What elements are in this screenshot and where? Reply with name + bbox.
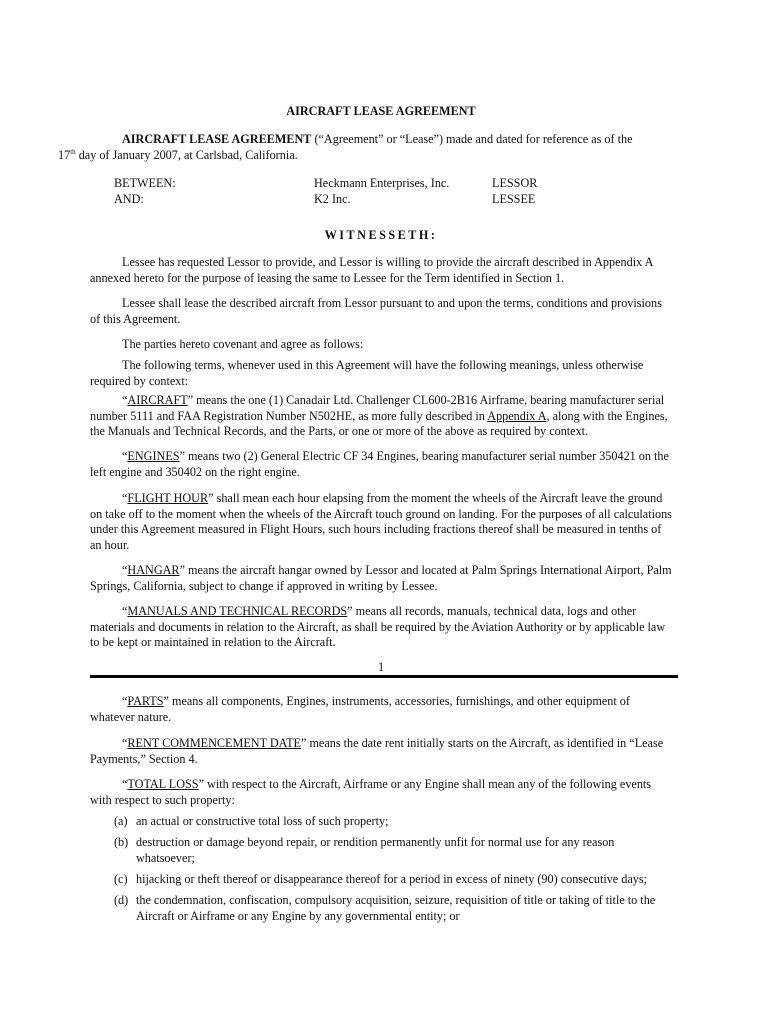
party-label: AND: <box>114 191 144 206</box>
intro-text-2: day of January 2007, at Carlsbad, California. <box>75 147 298 162</box>
document-title: AIRCRAFT LEASE AGREEMENT <box>286 104 476 118</box>
definition-text: ” means the date rent initially starts on the Aircraft, as identified in “Lease Payments,” Section 4. <box>90 736 664 766</box>
quote-mark: “ <box>122 604 128 618</box>
list-item-label: (b) <box>114 835 129 849</box>
term-engines: ENGINES <box>127 449 180 463</box>
party-role: LESSEE <box>492 191 536 206</box>
list-item-text: destruction or damage beyond repair, or rendition permanently unfit for normal use for any reason whatsoever; <box>136 835 615 865</box>
recital-paragraph-3: The parties hereto covenant and agree as follows: <box>122 337 364 351</box>
definition-text: ” means two (2) General Electric CF 34 Engines, bearing manufacturer serial number 350421 on the left engine and 350402 on the right engine. <box>90 449 669 479</box>
recital-paragraph-2: Lessee shall lease the described aircraft from Lessor pursuant to and upon the terms, conditions and provisions of this Agreement. <box>90 296 662 326</box>
definition-text: ” means all records, manuals, technical data, logs and other materials and documents in relation to the Aircraft, as shall be required by the Aviation Authority or by applicable law to be kept or maintained in relation to the Aircraft. <box>90 604 666 649</box>
definition-text: ” means all components, Engines, instruments, accessories, furnishings, and other equipment of whatever nature. <box>90 694 630 724</box>
quote-mark: “ <box>122 736 128 750</box>
definitions-intro: The following terms, whenever used in this Agreement will have the following meanings, unless otherwise required by context: <box>90 358 644 388</box>
witnesseth-heading: WITNESSETH: <box>324 228 438 242</box>
term-aircraft: AIRCRAFT <box>127 393 188 407</box>
quote-mark: “ <box>122 563 128 577</box>
quote-mark: “ <box>122 491 128 505</box>
party-name: K2 Inc. <box>314 191 351 206</box>
definition-hangar <box>90 563 672 594</box>
quote-mark: “ <box>122 694 128 708</box>
list-item-text: the condemnation, confiscation, compulsory acquisition, seizure, requisition of title or taking of title to the Aircraft or Airframe or any Engine by any governmental entity; or <box>136 893 656 923</box>
definition-flight-hour <box>90 491 672 553</box>
definition-text: ” means the aircraft hangar owned by Lessor and located at Palm Springs International Airport, Palm Springs, California, subject to change if approved in writing by Lessee. <box>90 563 672 593</box>
list-item-label: (d) <box>114 893 129 907</box>
term-parts: PARTS <box>127 694 164 708</box>
recital-paragraph-1: Lessee has requested Lessor to provide, and Lessor is willing to provide the aircraft described in Appendix A annexed hereto for the purpose of leasing the same to Lessee for the Term identified in Section 1. <box>90 255 653 285</box>
appendix-a-reference: Appendix A <box>487 408 547 423</box>
definition-text: ” shall mean each hour elapsing from the moment the wheels of the Aircraft leave the ground on take off to the moment when the wheels of the Aircraft touch ground on landing. For the purposes of all calculations under this Agreement measured in Flight Hours, such hours including fractions thereof shall be measured in tenths of an hour. <box>90 491 672 552</box>
intro-paragraph <box>58 132 672 163</box>
term-flight-hour: FLIGHT HOUR <box>127 491 209 505</box>
party-label: BETWEEN: <box>114 176 176 190</box>
definition-text: ” with respect to the Aircraft, Airframe or any Engine shall mean any of the following events with respect to such property: <box>90 777 652 807</box>
quote-mark: “ <box>122 393 128 407</box>
term-hangar: HANGAR <box>127 563 180 577</box>
page-number: 1 <box>377 660 385 674</box>
definition-text: ” means the one (1) Canadair Ltd. Challenger CL600-2B16 Airframe, bearing manufacturer serial number 5111 and FAA Registration Number N502HE, as more fully described in <box>90 393 665 423</box>
party-row-lessee <box>114 192 674 208</box>
intro-text-1: (“Agreement” or “Lease”) made and dated for reference as of the <box>311 132 633 146</box>
parties-block <box>114 176 674 207</box>
list-item-label: (c) <box>114 872 128 886</box>
definition-rent-commencement-date <box>90 736 672 767</box>
party-role: LESSOR <box>492 176 538 190</box>
quote-mark: “ <box>122 449 128 463</box>
list-item-label: (a) <box>114 814 128 828</box>
intro-day: 17 <box>58 147 71 162</box>
definition-engines <box>90 449 672 480</box>
term-rent-commencement-date: RENT COMMENCEMENT DATE <box>127 736 301 750</box>
intro-bold-lead: AIRCRAFT LEASE AGREEMENT <box>122 132 312 146</box>
quote-mark: “ <box>122 777 128 791</box>
page-break-rule <box>90 675 678 678</box>
list-item-text: an actual or constructive total loss of such property; <box>136 814 389 828</box>
term-total-loss: TOTAL LOSS <box>127 777 199 791</box>
definition-parts <box>90 694 672 725</box>
term-manuals-and-technical-records: MANUALS AND TECHNICAL RECORDS <box>127 604 348 618</box>
list-item-text: hijacking or theft thereof or disappearance thereof for a period in excess of ninety (90) consecutive days; <box>136 872 647 886</box>
definition-aircraft <box>90 393 672 440</box>
definition-manuals <box>90 604 672 651</box>
party-name: Heckmann Enterprises, Inc. <box>314 176 450 190</box>
definition-text: , along with the Engines, the Manuals and Technical Records, and the Parts, or one or more of the above as required by context. <box>90 408 668 438</box>
party-row-lessor <box>114 176 674 192</box>
intro-day-suffix: th <box>70 147 76 156</box>
definition-total-loss <box>90 777 672 808</box>
